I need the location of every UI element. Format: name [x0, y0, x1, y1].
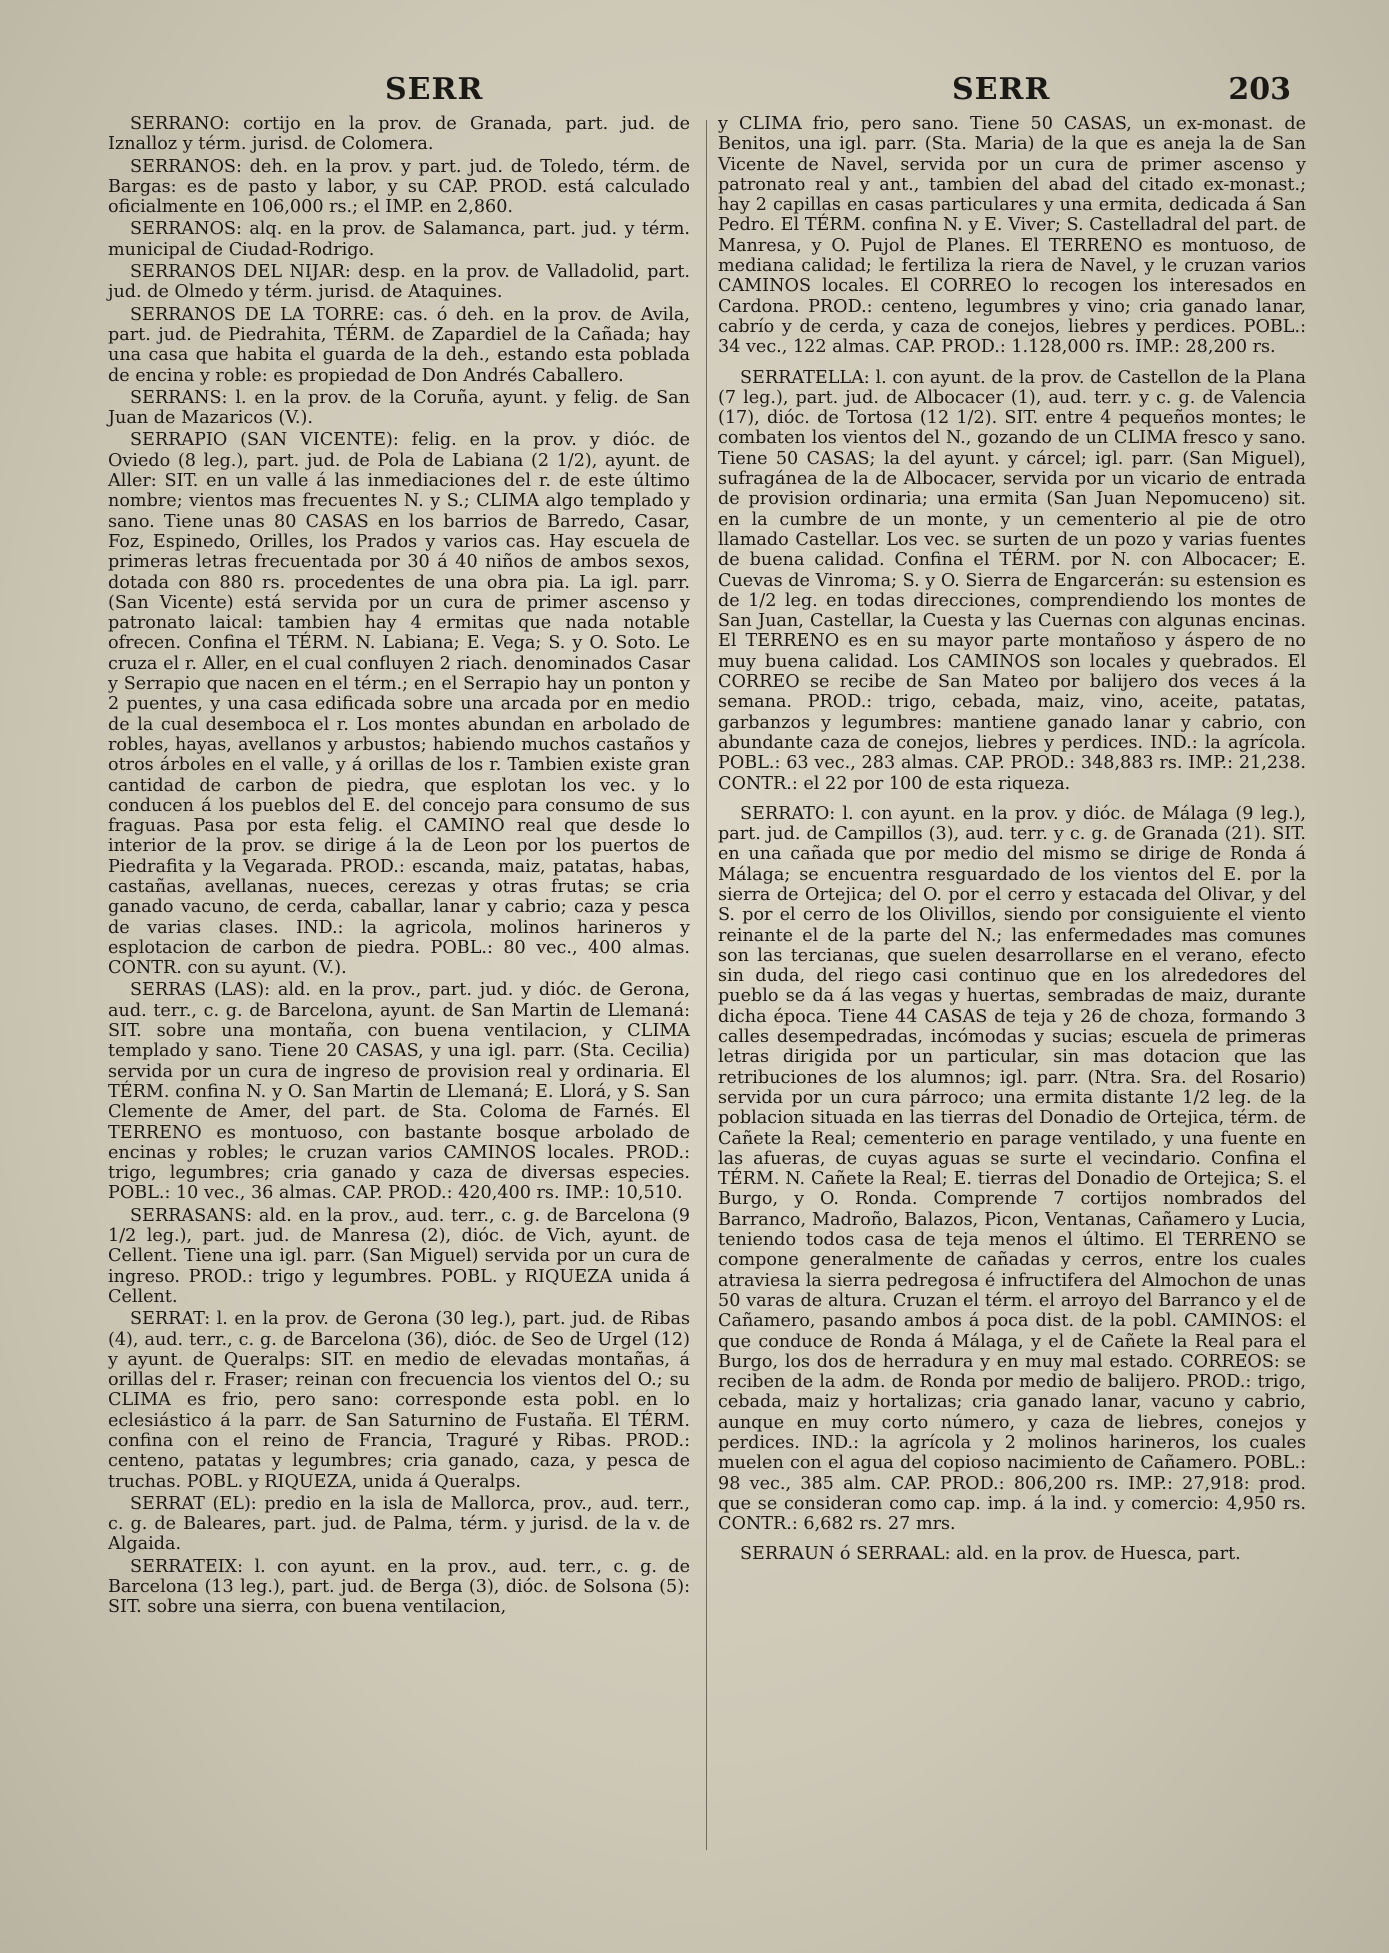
entry-serrans: SERRANS: l. en la prov. de la Coruña, ayunt. y felig. de San Juan de Mazaricos (V.). [108, 387, 690, 429]
entry-serranos-de-la-torre: SERRANOS DE LA TORRE: cas. ó deh. en la prov. de Avila, part. jud. de Piedrahita, TÉRM. de Zapardiel de la Cañada; hay una casa que habita el guarda de la deh., estando esta poblada de encina y roble: es propiedad de Don Andrés Caballero. [108, 304, 690, 386]
entry-serrateix-continued: y CLIMA frio, pero sano. Tiene 50 CASAS, un ex-monast. de Benitos, una igl. parr. (Sta. Maria) de la que es aneja la de San Vicente de Navel, servida por un cura de primer ascenso y patronato real y ant., tambien del abad del citado ex-monast.; hay 2 capillas en casas particulares y una ermita, dedicada á San Pedro. El TÉRM. confina N. y E. Viver; S. Castelladral del part. de Manresa, y O. Pujol de Planes. El TERRENO es montuoso, de mediana calidad; le fertiliza la riera de Navel, y le cruzan varios CAMINOS locales. El CORREO lo recogen los interesados en Cardona. PROD.: centeno, legumbres y vino; cria ganado lanar, cabrío y de cerda, y caza de conejos, liebres y perdices. POBL.: 34 vec., 122 almas. CAP. PROD.: 1.128,000 rs. IMP.: 28,200 rs. [718, 114, 1306, 358]
running-head-right: SERR [952, 72, 1051, 107]
entry-serrateix: SERRATEIX: l. con ayunt. en la prov., aud. terr., c. g. de Barcelona (13 leg.), part. jud. de Berga (3), dióc. de Solsona (5): SIT. sobre una sierra, con buena ventilacion, [108, 1556, 690, 1618]
entry-serrato: SERRATO: l. con ayunt. en la prov. y dióc. de Málaga (9 leg.), part. jud. de Campillos (3), aud. terr. y c. g. de Granada (21). SIT. en una cañada que por medio del mismo se dirige de Ronda á Málaga; se encuentra resguardado de los vientos del E. por la sierra de Ortejica; del O. por el cerro y estacada del Olivar, y del S. por el cerro de los Olivillos, siendo por consiguiente el viento reinante el de la parte del N.; las enfermedades mas comunes son las tercianas, que suelen desarrollarse en el verano, efecto sin duda, del riego casi continuo que en los alrededores del pueblo se da á las vegas y huertas, sembradas de maiz, durante dicha época. Tiene 44 CASAS de teja y 26 de choza, formando 3 calles desempedradas, incómodas y sucias; escuela de primeras letras dirigida por un particular, sin mas dotacion que las retribuciones de los alumnos; igl. parr. (Ntra. Sra. del Rosario) servida por un cura párroco; una ermita distante 1/2 leg. de la poblacion situada en las tierras del Donadio de Ortejica, térm. de Cañete la Real; cementerio en parage ventilado, y una fuente en las afueras, de cuyas aguas se surte el vecindario. Confina el TÉRM. N. Cañete la Real; E. tierras del Donadio de Ortejica; S. el Burgo, y O. Ronda. Comprende 7 cortijos nombrados del Barranco, Madroño, Balazos, Picon, Ventanas, Cañamero y Lucia, teniendo todos casa de teja menos el último. El TERRENO se compone generalmente de cañadas y cerros, entre los cuales atraviesa la sierra pedregosa é infructifera del Almochon de unas 50 varas de altura. Cruzan el térm. el arroyo del Barranco y el de Cañamero, pasando ambos á poca dist. de la pobl. CAMINOS: el que conduce de Ronda á Málaga, y el de Cañete la Real para el Burgo, los dos de herradura y en muy mal estado. CORREOS: se reciben de la adm. de Ronda por medio de balijero. PROD.: trigo, cebada, maiz y hortalizas; cria ganado lanar, vacuno y cabrio, aunque en muy corto número, y caza de liebres, conejos y perdices. IND.: la agrícola y 2 molinos harineros, los cuales muelen con el agua del copioso nacimiento de Cañamero. POBL.: 98 vec., 385 alm. CAP. PROD.: 806,200 rs. IMP.: 27,918: prod. que se consideran como cap. imp. á la ind. y comercio: 4,950 rs. CONTR.: 6,682 rs. 27 mrs. [718, 803, 1306, 1535]
running-head-left: SERR [385, 72, 484, 107]
entry-serrat: SERRAT: l. en la prov. de Gerona (30 leg.), part. jud. de Ribas (4), aud. terr., c. g. de Barcelona (36), dióc. de Seo de Urgel (12) y ayunt. de Queralps: SIT. en medio de elevadas montañas, á orillas del r. Fraser; reinan con frecuencia los vientos del O.; su CLIMA es frio, pero sano: corresponde esta pobl. en lo eclesiástico á la parr. de San Saturnino de Fustaña. El TÉRM. confina con el reino de Francia, Traguré y Ribas. PROD.: centeno, patatas y legumbres; cria ganado, caza, y pesca de truchas. POBL. y RIQUEZA, unida á Queralps. [108, 1309, 690, 1492]
entry-serraun: SERRAUN ó SERRAAL: ald. en la prov. de Huesca, part. [740, 1544, 1241, 1565]
entry-serranos-del-nijar: SERRANOS DEL NIJAR: desp. en la prov. de Valladolid, part. jud. de Olmedo y térm. jurisd. de Ataquines. [108, 262, 690, 303]
entry-serras: SERRAS (LAS): ald. en la prov., part. jud. y dióc. de Gerona, aud. terr., c. g. de Barcelona, ayunt. de San Martin de Llemaná: SIT. sobre una montaña, con buena ventilacion, y CLIMA templado y sano. Tiene 20 CASAS, y una igl. parr. (Sta. Cecilia) servida por un cura de ingreso de provision real y ordinaria. El TÉRM. confina N. y O. San Martin de Llemaná; E. Llorá, y S. San Clemente de Amer, del part. de Sta. Coloma de Farnés. El TERRENO es montuoso, con bastante bosque arbolado de encinas y robles; le cruzan varios CAMINOS locales. PROD.: trigo, legumbres; cria ganado y caza de diversas especies. POBL.: 10 vec., 36 almas. CAP. PROD.: 420,400 rs. IMP.: 10,510. [108, 980, 690, 1204]
page-header [100, 72, 1299, 116]
page-number: 203 [1228, 72, 1291, 107]
entry-serrasans: SERRASANS: ald. en la prov., aud. terr., c. g. de Barcelona (9 1/2 leg.), part. jud. de Manresa (2), dióc. de Vich, ayunt. de Cellent. Tiene una igl. parr. (San Miguel) servida por un cura de ingreso. PROD.: trigo y legumbres. POBL. y RIQUEZA unida á Cellent. [108, 1205, 690, 1307]
column-divider [706, 120, 707, 1850]
entry-serrapio: SERRAPIO (SAN VICENTE): felig. en la prov. y dióc. de Oviedo (8 leg.), part. jud. de Pola de Labiana (2 1/2), ayunt. de Aller: SIT. en un valle á las inmediaciones del r. de este último nombre; vientos mas frecuentes N. y S.; CLIMA algo templado y sano. Tiene unas 80 CASAS en los barrios de Barredo, Casar, Foz, Espinedo, Orilles, los Prados y varios cas. Hay escuela de primeras letras frecuentada por 30 á 40 niños de ambos sexos, dotada con 880 rs. procedentes de una obra pia. La igl. parr. (San Vicente) está servida por un cura de primer ascenso y patronato laical: tambien hay 4 ermitas que nada notable ofrecen. Confina el TÉRM. N. Labiana; E. Vega; S. y O. Soto. Le cruza el r. Aller, en el cual confluyen 2 riach. denominados Casar y Serrapio que nacen en el térm.; en el Serrapio hay un ponton y 2 puentes, y una casa edificada sobre una arcada por en medio de la cual desemboca el r. Los montes abundan en arbolado de robles, hayas, avellanos y arbustos; habiendo muchos castaños y otros árboles en el valle, y á orillas de los r. Tambien existe gran cantidad de carbon de piedra, que esplotan los vec. y lo conducen á los pueblos del E. del concejo para consumo de sus fraguas. Pasa por esta felig. el CAMINO real que desde lo interior de la prov. se dirige á la de Leon por los puertos de Piedrafita y la Vegarada. PROD.: escanda, maiz, patatas, habas, castañas, avellanas, nueces, cerezas y otras frutas; se cria ganado vacuno, de cerda, caballar, lanar y cabrio; caza y pesca de varias clases. IND.: la agricola, molinos harineros y esplotacion de carbon de piedra. POBL.: 80 vec., 400 almas. CONTR. con su ayunt. (V.). [108, 430, 690, 979]
entry-serranos-toledo: SERRANOS: deh. en la prov. y part. jud. de Toledo, térm. de Bargas: es de pasto y labor, y su CAP. PROD. está calculado oficialmente en 106,000 rs.; el IMP. en 2,860. [108, 156, 690, 218]
entry-serranos-salamanca: SERRANOS: alq. en la prov. de Salamanca, part. jud. y térm. municipal de Ciudad-Rodrigo. [108, 219, 690, 260]
left-column [108, 114, 690, 1620]
entry-serrano: SERRANO: cortijo en la prov. de Granada, part. jud. de Iznalloz y térm. jurisd. de Colomera. [108, 114, 690, 155]
entry-serrat-el: SERRAT (EL): predio en la isla de Mallorca, prov., aud. terr., c. g. de Baleares, part. jud. de Palma, térm. y jurisd. de la v. de Algaida. [108, 1493, 690, 1555]
entry-serratella: SERRATELLA: l. con ayunt. de la prov. de Castellon de la Plana (7 leg.), part. jud. de Albocacer (1), aud. terr. y c. g. de Valencia (17), dióc. de Tortosa (12 1/2). SIT. entre 4 pequeños montes; le combaten los vientos del N., gozando de un CLIMA fresco y sano. Tiene 50 CASAS; la del ayunt. y cárcel; igl. parr. (San Miguel), sufragánea de la de Albocacer, servida por un vicario de entrada de provision ordinaria; una ermita (San Juan Nepomuceno) sit. en la cumbre de un monte, y un cementerio al pie de otro llamado Castellar. Los vec. se surten de un pozo y varias fuentes de buena calidad. Confina el TÉRM. por N. con Albocacer; E. Cuevas de Vinroma; S. y O. Sierra de Engarcerán: su estension es de 1/2 leg. en todas direcciones, comprendiendo los montes de San Juan, Castellar, la Cuesta y las Cuernas con algunas encinas. El TERRENO es en su mayor parte montañoso y áspero de no muy buena calidad. Los CAMINOS son locales y quebrados. El CORREO se recibe de San Mateo por balijero dos veces á la semana. PROD.: trigo, cebada, maiz, vino, aceite, patatas, garbanzos y legumbres: mantiene ganado lanar y cabrio, con abundante caza de conejos, liebres y perdices. IND.: la agrícola. POBL.: 63 vec., 283 almas. CAP. PROD.: 348,883 rs. IMP.: 21,238. CONTR.: el 22 por 100 de esta riqueza. [718, 367, 1306, 794]
right-column [718, 114, 1306, 1567]
